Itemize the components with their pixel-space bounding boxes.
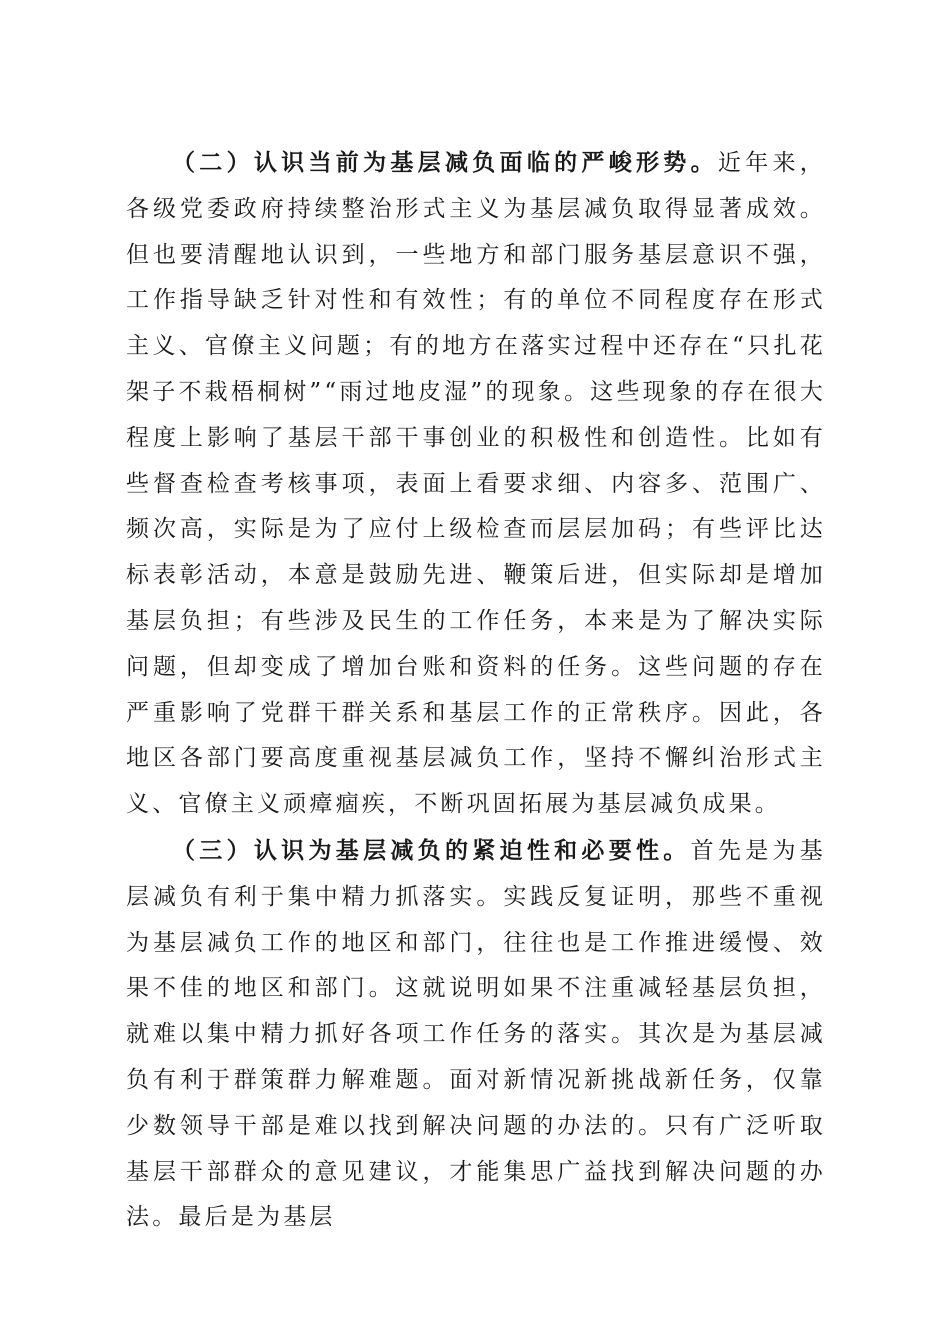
document-body <box>126 140 826 1241</box>
section-3-heading: （三）认识为基层减负的紧迫性和必要性。 <box>172 836 691 864</box>
section-2-body: 近年来，各级党委政府持续整治形式主义为基层减负取得显著成效。但也要清醒地认识到，一些地方和部门服务基层意识不强，工作指导缺乏针对性和有效性；有的单位不同程度存在形式主义、官僚主义问题；有的地方在落实过程中还存在“只扎花架子不栽梧桐树”“雨过地皮湿”的现象。这些现象的存在很大程度上影响了基层干部干事创业的积极性和创造性。比如有些督查检查考核事项，表面上看要求细、内容多、范围广、频次高，实际是为了应付上级检查而层层加码；有些评比达标表彰活动，本意是鼓励先进、鞭策后进，但实际却是增加基层负担；有些涉及民生的工作任务，本来是为了解决实际问题，但却变成了增加台账和资料的任务。这些问题的存在严重影响了党群干群关系和基层工作的正常秩序。因此，各地区各部门要高度重视基层减负工作，坚持不懈纠治形式主义、官僚主义顽瘴痼疾，不断巩固拓展为基层减负成果。 <box>126 150 826 818</box>
paragraph-section-3 <box>126 828 826 1241</box>
paragraph-section-2 <box>126 140 826 828</box>
section-2-heading: （二）认识当前为基层减负面临的严峻形势。 <box>172 149 718 176</box>
section-3-body: 首先是为基层减负有利于集中精力抓落实。实践反复证明，那些不重视为基层减负工作的地区和部门，往往也是工作推进缓慢、效果不佳的地区和部门。这就说明如果不注重减轻基层负担，就难以集中精力抓好各项工作任务的落实。其次是为基层减负有利于群策群力解难题。面对新情况新挑战新任务，仅靠少数领导干部是难以找到解决问题的办法的。只有广泛听取基层干部群众的意见建议，才能集思广益找到解决问题的办法。最后是为基层 <box>126 837 826 1231</box>
